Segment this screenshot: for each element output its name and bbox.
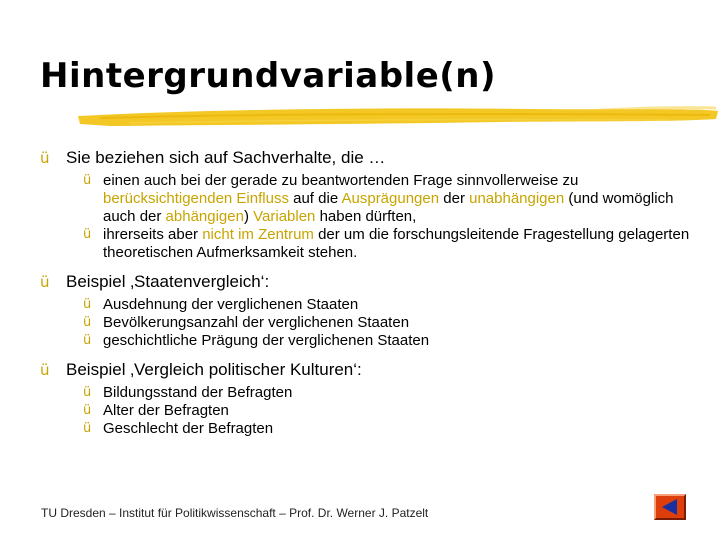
text-fragment: der um die forschungsleitende Fragestellung gelagerten theoretischen Aufmerksamkeit stehen. [103,226,690,261]
bullet-text: Beispiel ‚Staatenvergleich‘: [66,272,270,291]
bullet-item [40,148,710,168]
checkmark-icon: ü [83,227,92,242]
highlighted-term: Variablen [253,208,316,225]
text-fragment: haben dürften, [315,208,417,225]
sub-bullet-item [83,172,710,226]
text-fragment: Ausdehnung der verglichenen Staaten [103,296,359,313]
sub-bullet-item [83,332,710,350]
text-fragment: Geschlecht der Befragten [103,420,274,437]
bullet-text: Sie beziehen sich auf Sachverhalte, die … [66,148,386,167]
checkmark-icon: ü [83,421,92,436]
text-fragment: ) [243,208,254,225]
sub-bullet-text [103,172,710,226]
text-fragment: Alter der Befragten [103,402,229,419]
sub-bullet-item [83,296,710,314]
back-nav-button[interactable] [654,494,686,520]
highlighted-term: nicht im Zentrum [202,226,314,243]
sub-bullet-item [83,420,710,438]
bullet-group [40,360,710,438]
slide-title: Hintergrundvariable(n) [40,56,497,96]
highlighted-term: berücksichtigenden Einfluss [103,190,289,207]
sub-bullet-item [83,314,710,332]
checkmark-icon: ü [40,273,50,291]
checkmark-icon: ü [83,173,92,188]
checkmark-icon: ü [83,315,92,330]
checkmark-icon: ü [40,149,50,167]
highlighted-term: Ausprägungen [341,190,440,207]
text-fragment: der [439,190,470,207]
sub-bullet-text [103,402,229,420]
text-fragment: einen auch bei der gerade zu beantwortenden Frage sinnvollerweise zu [103,172,579,189]
checkmark-icon: ü [83,333,92,348]
sub-bullet-item [83,384,710,402]
bullet-group [40,272,710,350]
sub-bullet-text [103,420,273,438]
title-underline-brush [70,98,720,138]
highlighted-term: abhängigen [165,208,244,225]
highlighted-term: unabhängigen [469,190,565,207]
bullet-list [40,148,710,448]
text-fragment: auf die [288,190,342,207]
bullet-item [40,360,710,380]
bullet-item [40,272,710,292]
checkmark-icon: ü [83,297,92,312]
footer-text: TU Dresden – Institut für Politikwissenschaft – Prof. Dr. Werner J. Patzelt [41,506,429,520]
sub-bullet-text [103,296,358,314]
text-fragment: Bevölkerungsanzahl der verglichenen Staaten [103,314,410,331]
bullet-text: Beispiel ‚Vergleich politischer Kulturen‘: [66,360,362,379]
text-fragment: Bildungsstand der Befragten [103,384,293,401]
text-fragment: ihrerseits aber [103,226,203,243]
sub-bullet-item [83,226,710,262]
sub-bullet-text [103,384,292,402]
sub-bullet-item [83,402,710,420]
bullet-group [40,148,710,262]
text-fragment: (und womöglich auch der [103,190,674,225]
sub-bullet-text [103,314,409,332]
checkmark-icon: ü [83,403,92,418]
back-arrow-icon [656,496,684,518]
text-fragment: geschichtliche Prägung der verglichenen Staaten [103,332,430,349]
sub-bullet-text [103,226,710,262]
checkmark-icon: ü [40,361,50,379]
checkmark-icon: ü [83,385,92,400]
sub-bullet-text [103,332,429,350]
